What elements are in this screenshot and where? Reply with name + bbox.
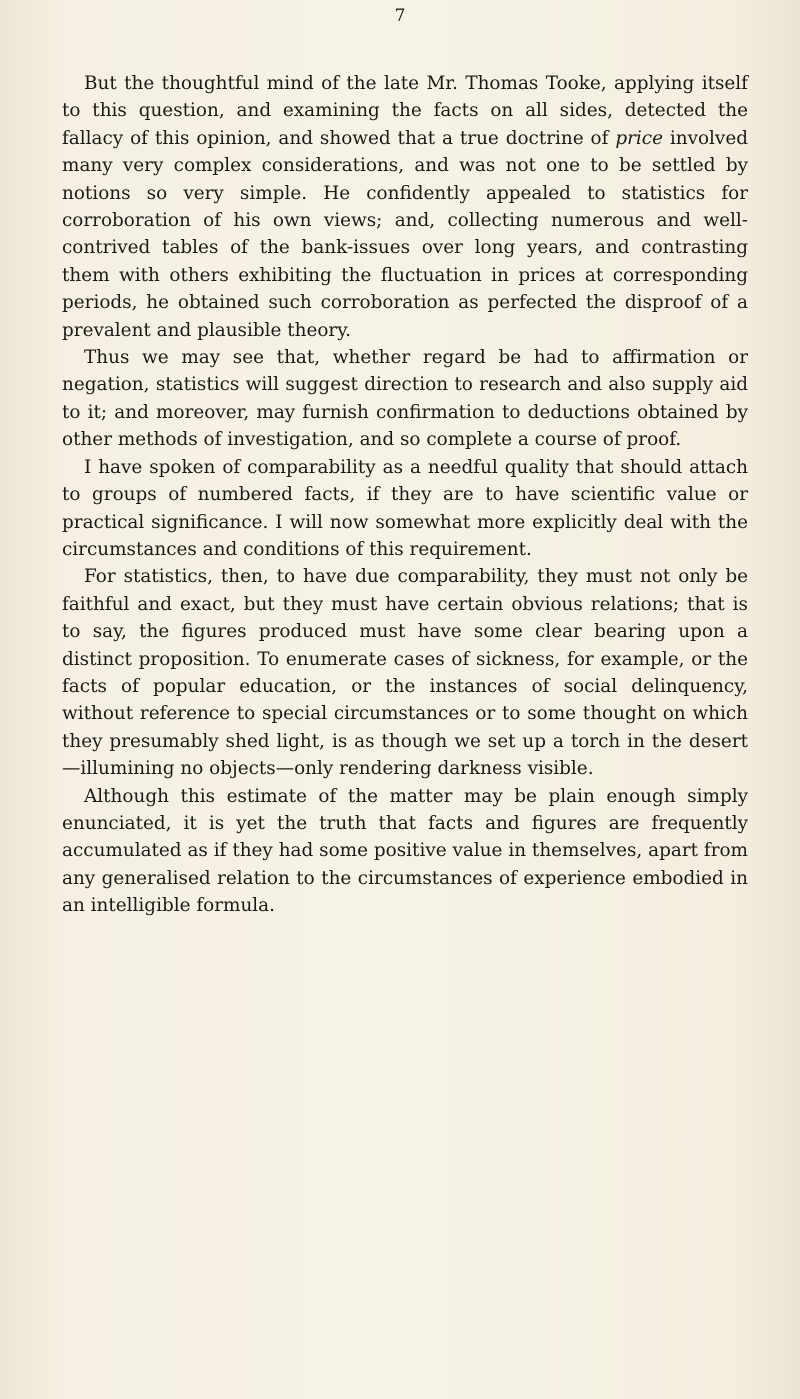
body-text <box>62 70 748 920</box>
paragraph-3: I have spoken of comparability as a needful quality that should attach to groups of numbered facts, if they are to have scientific value or practical significance. I will now somewhat more explicitly deal with the circumstances and conditions of this requirement. <box>62 456 748 560</box>
paragraph-5: Although this estimate of the matter may be plain enough simply enunciated, it is yet the truth that facts and figures are frequently accumulated as if they had some positive value in themselves, apart from any generalised relation to the circumstances of experience embodied in an intelligible formula. <box>62 785 748 917</box>
page-number: 7 <box>394 6 406 26</box>
paragraph-1-text-after: involved many very complex considerations, and was not one to be settled by notions so very simple. He confidently appealed to statistics for corroboration of his own views; and, collecting numerous and well-contrived tables of the bank-issues over long years, and contrasting them with others exhibiting the fluctuation in prices at corresponding periods, he obtained such corroboration as perfected the disproof of a prevalent and plausible theory. <box>62 127 748 341</box>
paragraph-1 <box>62 70 748 344</box>
paragraph-4: For statistics, then, to have due comparability, they must not only be faithful and exact, but they must have certain obvious relations; that is to say, the figures produced must have some clear bearing upon a distinct proposition. To enumerate cases of sickness, for example, or the facts of popular education, or the instances of social delinquency, without reference to special circumstances or to some thought on which they presumably shed light, is as though we set up a torch in the desert—illumining no objects—only rendering darkness visible. <box>62 566 748 780</box>
paragraph-2: Thus we may see that, whether regard be had to affirmation or negation, statistics will suggest direction to research and also supply aid to it; and moreover, may furnish confirmation to deductions obtained by other methods of investigation, and so complete a course of proof. <box>62 347 748 451</box>
paragraph-1-emphasis: price <box>615 127 663 149</box>
paragraph-1-text-before: But the thoughtful mind of the late Mr. Thomas Tooke, applying itself to this question, and examining the facts on all sides, detected the fallacy of this opinion, and showed that a true doctrine of <box>62 73 748 149</box>
